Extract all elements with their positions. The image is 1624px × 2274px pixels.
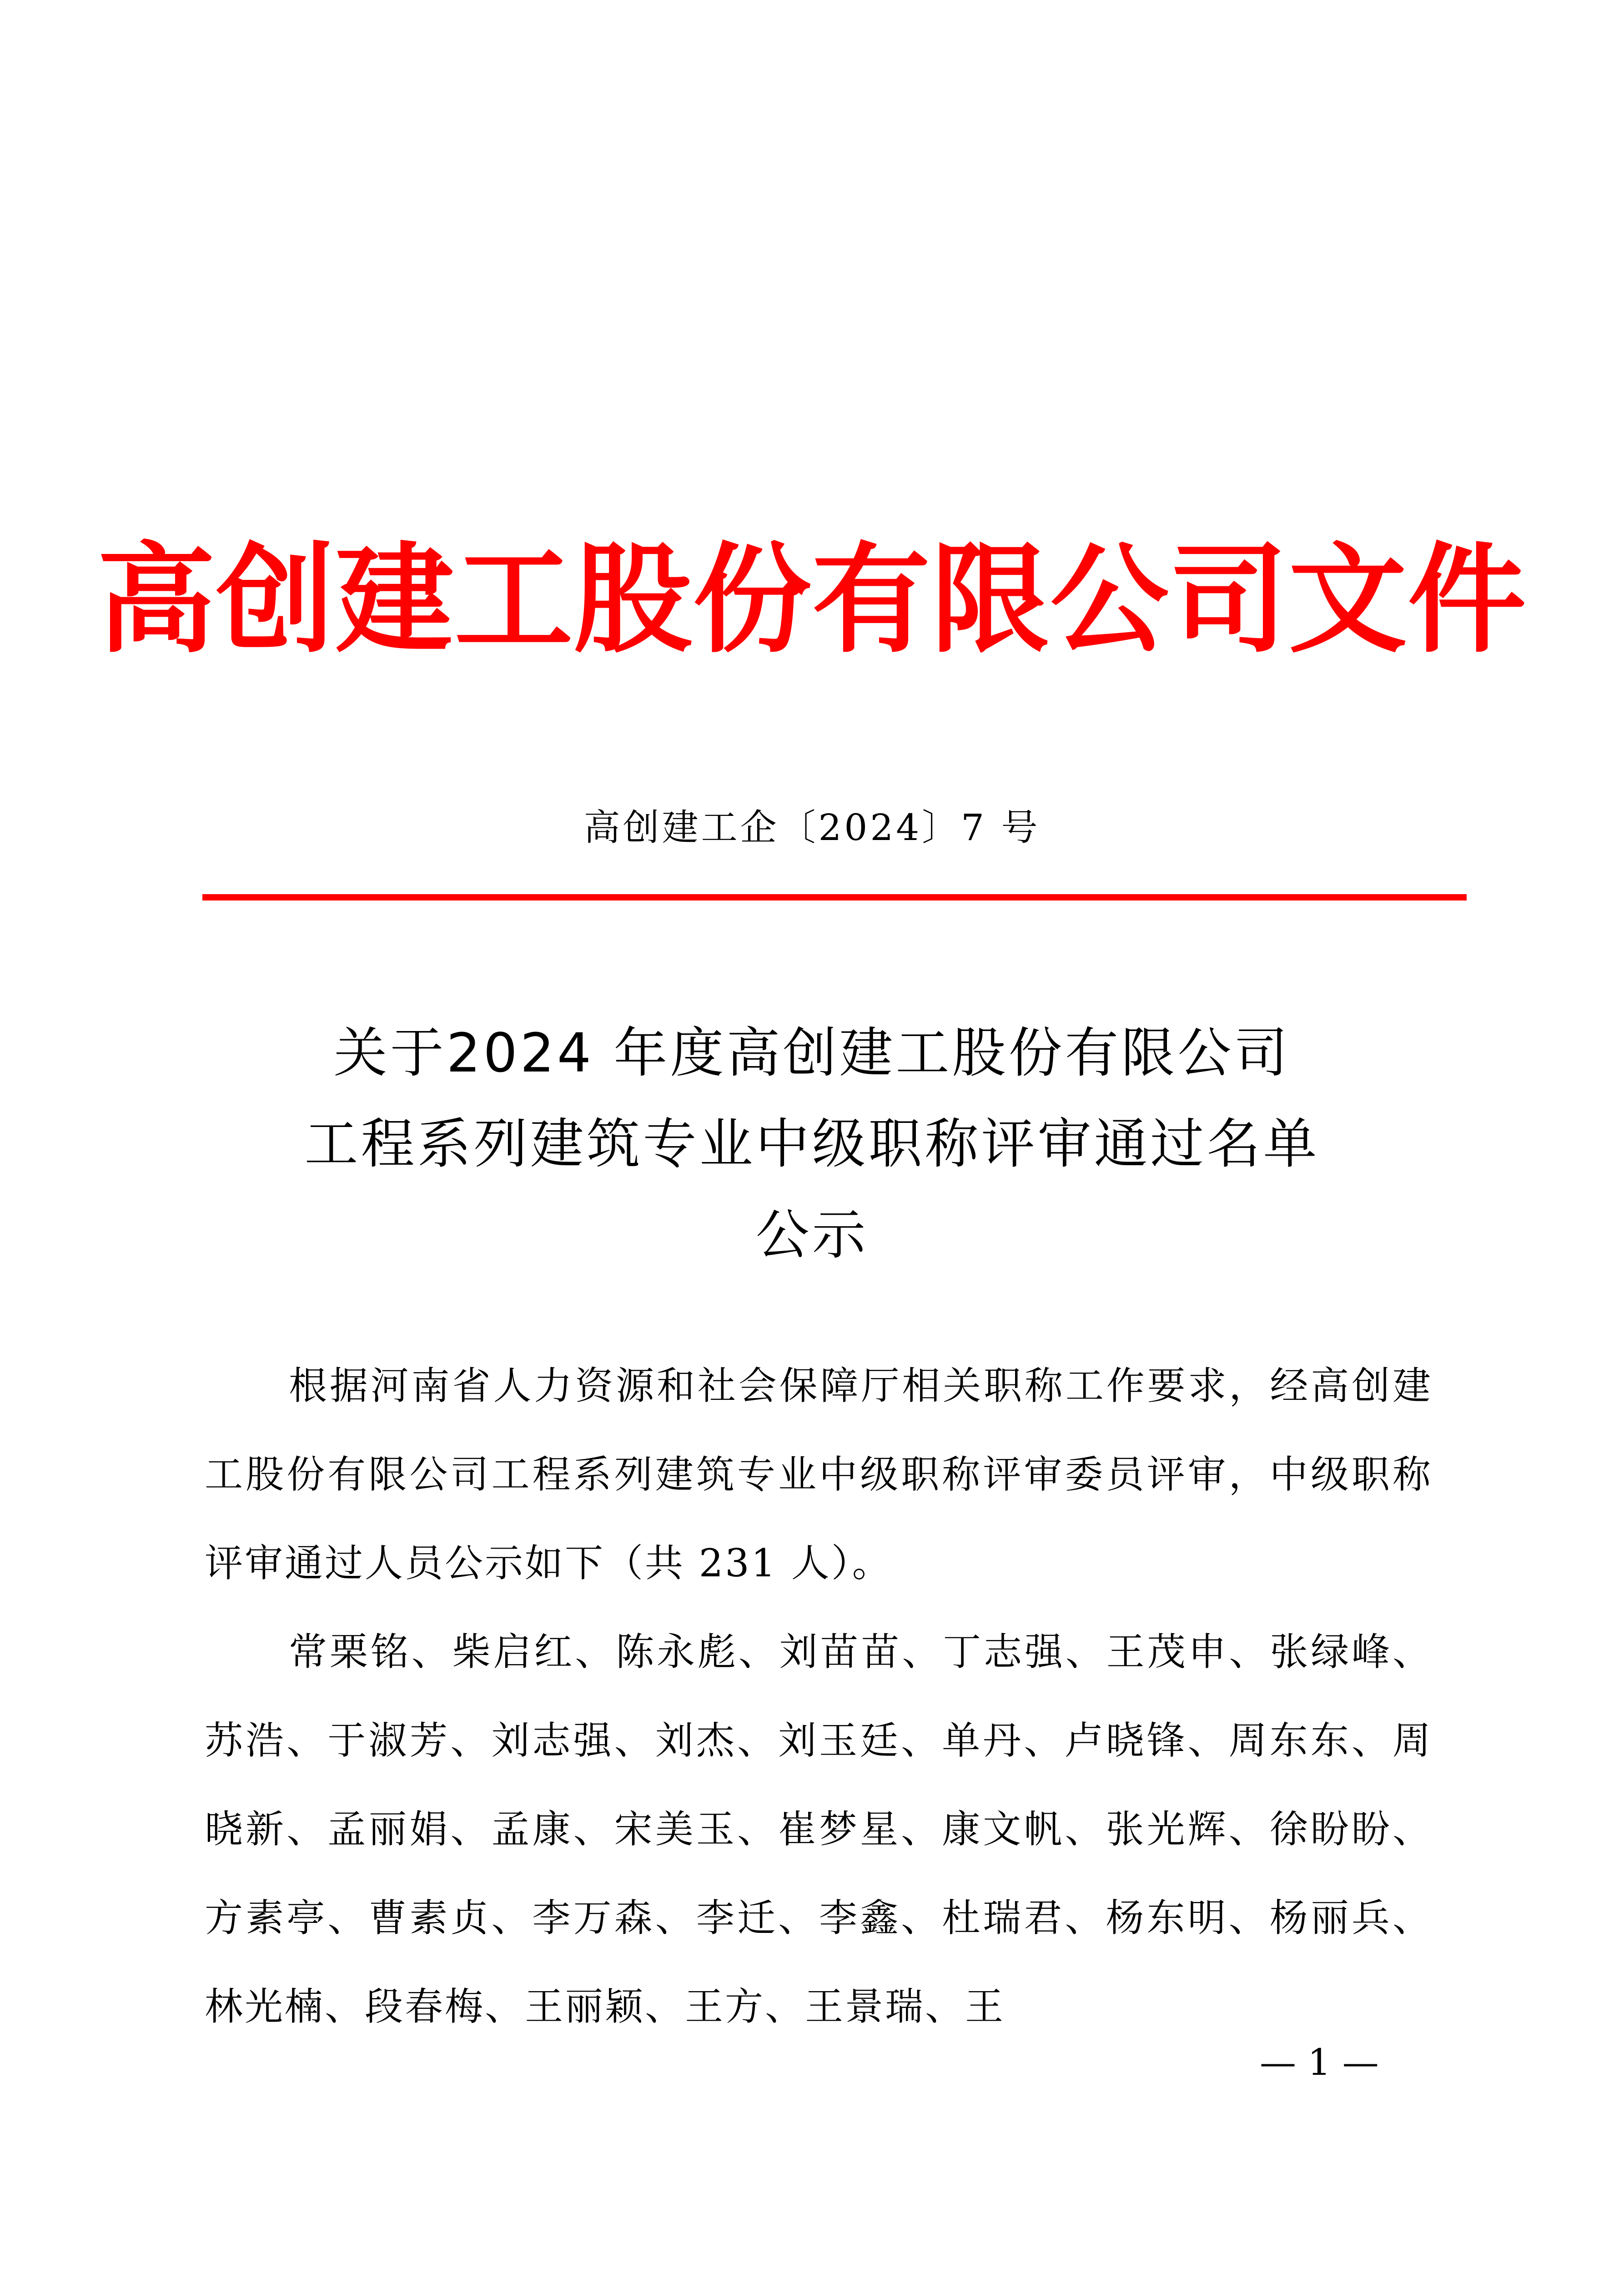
organization-header-title: 高创建工股份有限公司文件 bbox=[97, 532, 1527, 669]
page-number: — 1 — bbox=[1260, 2041, 1379, 2083]
intro-paragraph: 根据河南省人力资源和社会保障厅相关职称工作要求，经高创建工股份有限公司工程系列建筑专业中级职称评审委员评审，中级职称评审通过人员公示如下（共 231 人）。 bbox=[205, 1363, 1433, 1585]
document-number: 高创建工企〔2024〕7 号 bbox=[583, 806, 1041, 849]
document-body bbox=[205, 1342, 1433, 2051]
title-line-3: 公示 bbox=[755, 1203, 869, 1266]
document-title bbox=[0, 1007, 1624, 1280]
title-line-2: 工程系列建筑专业中级职称评审通过名单 bbox=[304, 1112, 1320, 1175]
title-line-1: 关于2024 年度高创建工股份有限公司 bbox=[333, 1021, 1291, 1084]
red-divider-line bbox=[202, 894, 1467, 901]
names-paragraph: 常栗铭、柴启红、陈永彪、刘苗苗、丁志强、王茂申、张绿峰、苏浩、于淑芳、刘志强、刘杰、刘玉廷、单丹、卢晓锋、周东东、周晓新、孟丽娟、孟康、宋美玉、崔梦星、康文帆、张光辉、徐盼盼、方素亭、曹素贞、李万森、李迁、李鑫、杜瑞君、杨东明、杨丽兵、林光楠、段春梅、王丽颖、王方、王景瑞、王 bbox=[205, 1630, 1433, 2029]
